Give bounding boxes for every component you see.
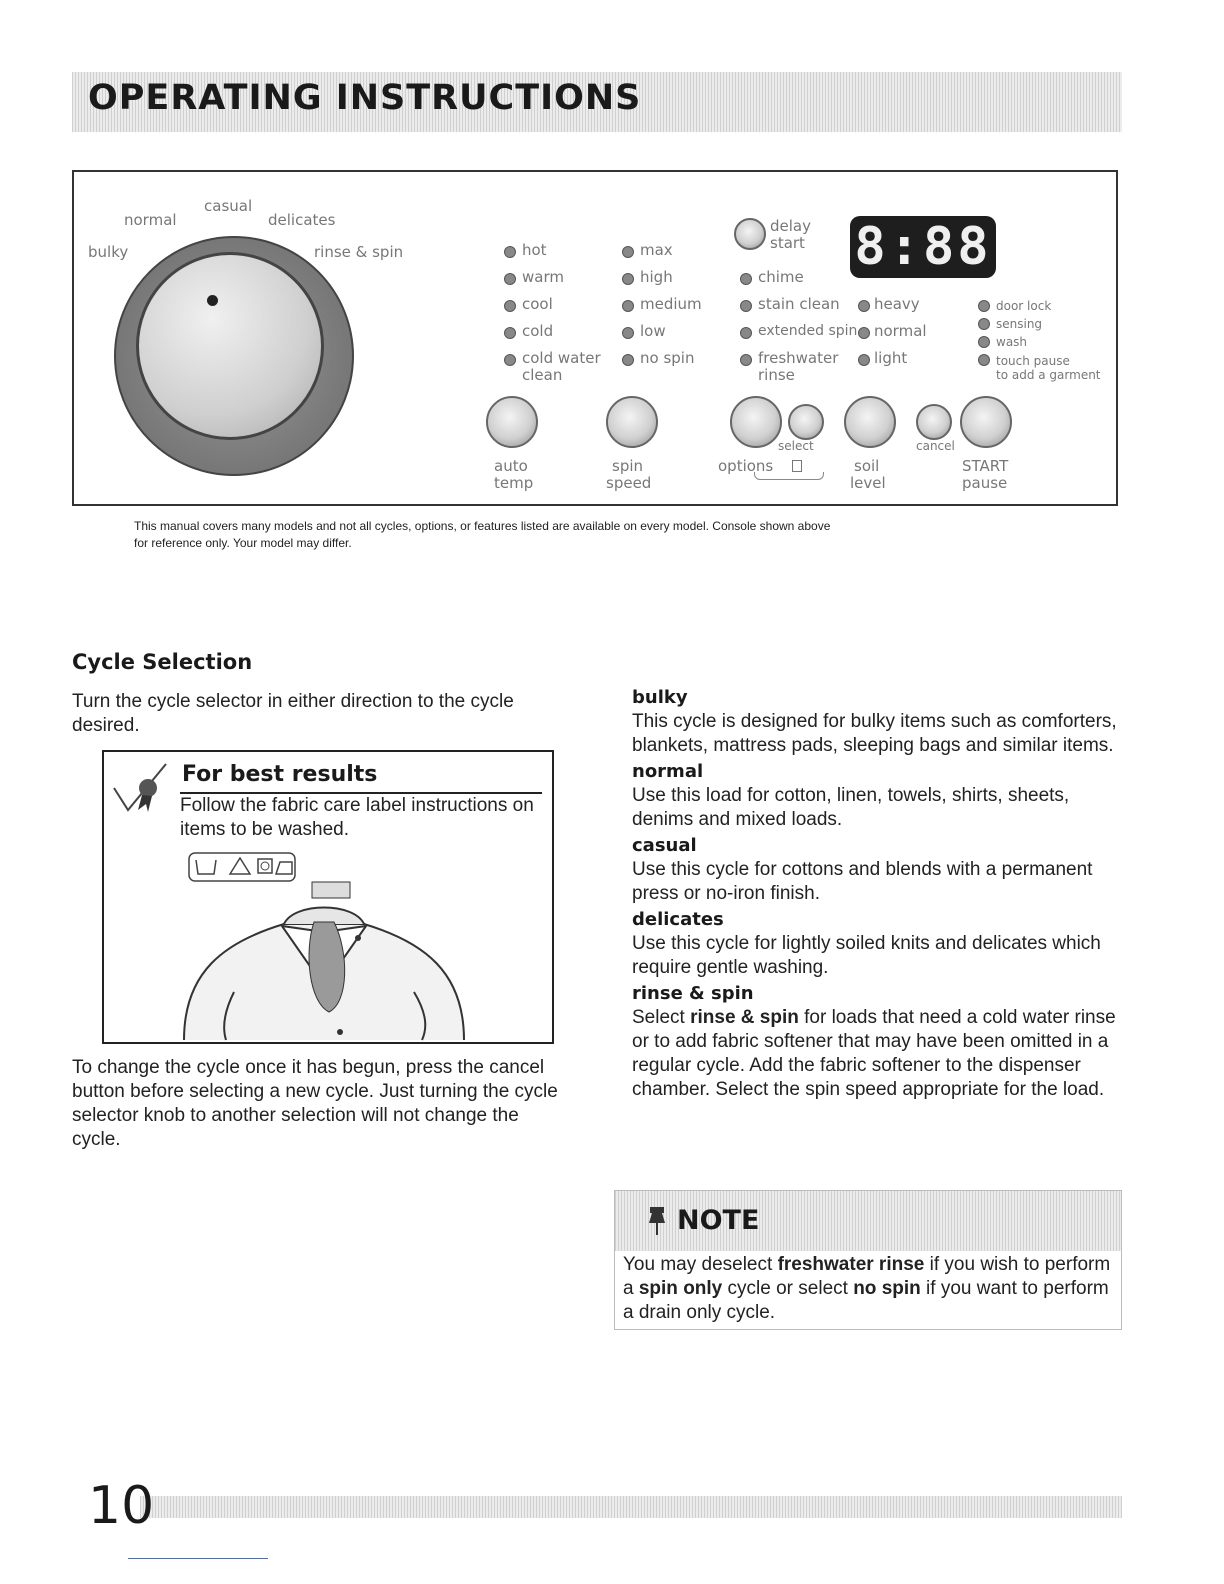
led-indicator — [740, 327, 752, 339]
led-indicator — [622, 300, 634, 312]
shirt-illustration — [164, 862, 484, 1042]
cycle-title-bulky: bulky — [632, 687, 688, 708]
intro-paragraph: Turn the cycle selector in either direction to the cycle desired. — [72, 691, 514, 736]
led-indicator — [622, 327, 634, 339]
lock-icon — [792, 460, 802, 472]
start-label: start — [770, 234, 805, 252]
dial-label-casual: casual — [204, 197, 253, 215]
auto-temp-button — [486, 396, 538, 448]
disclaimer — [134, 518, 994, 552]
option-item: freshwater — [758, 349, 839, 367]
led-indicator — [740, 273, 752, 285]
spin-option: max — [640, 241, 673, 259]
temp-option: warm — [522, 268, 564, 286]
led-indicator — [740, 300, 752, 312]
option-item: stain clean — [758, 295, 840, 313]
button-label: level — [850, 474, 886, 492]
cycle-text-delicates: Use this cycle for lightly soiled knits and delicates which require gentle washing. — [632, 933, 1101, 978]
page-title: OPERATING INSTRUCTIONS — [88, 78, 642, 118]
start-pause-button — [960, 396, 1012, 448]
cycle-title-rinse-spin: rinse & spin — [632, 983, 754, 1004]
led-indicator — [504, 327, 516, 339]
spin-option: medium — [640, 295, 702, 313]
led-indicator — [978, 318, 990, 330]
disclaimer-line: This manual covers many models and not all cycles, options, or features listed are available on every model. Console shown above — [134, 519, 831, 533]
spin-option: no spin — [640, 349, 695, 367]
cycle-text-rinse-spin — [632, 1006, 1124, 1102]
text-bold: rinse & spin — [690, 1007, 799, 1028]
cycle-title-normal: normal — [632, 761, 704, 782]
led-indicator — [858, 327, 870, 339]
cycle-text-casual: Use this cycle for cottons and blends with a permanent press or no-iron finish. — [632, 859, 1093, 904]
status-item: touch pause — [996, 354, 1070, 368]
temp-option: cold — [522, 322, 554, 340]
button-label: speed — [606, 474, 652, 492]
page-number: 10 — [88, 1476, 155, 1536]
delay-start-button — [734, 218, 766, 250]
ribbon-check-icon — [110, 758, 174, 818]
pushpin-icon — [645, 1205, 669, 1237]
cycle-title-delicates: delicates — [632, 909, 724, 930]
washer-console-illustration — [72, 170, 1118, 506]
cycle-text-normal: Use this load for cotton, linen, towels, shirts, sheets, denims and mixed loads. — [632, 785, 1070, 830]
soil-level-button — [844, 396, 896, 448]
tip-box — [102, 750, 554, 1044]
button-label: temp — [494, 474, 534, 492]
cycle-selector-knob — [114, 236, 354, 476]
led-indicator — [858, 354, 870, 366]
note-title: NOTE — [677, 1205, 760, 1236]
tip-title: For best results — [182, 762, 378, 787]
dial-label-delicates: delicates — [268, 211, 336, 229]
footer-link-line — [128, 1558, 268, 1559]
options-button — [730, 396, 782, 448]
dial-label-normal: normal — [124, 211, 177, 229]
button-label: spin — [612, 457, 644, 475]
led-indicator — [622, 273, 634, 285]
status-item: door lock — [996, 299, 1052, 313]
cycle-title-casual: casual — [632, 835, 697, 856]
led-indicator — [978, 336, 990, 348]
disclaimer-line: for reference only. Your model may differ. — [134, 536, 352, 550]
soil-option: light — [874, 349, 908, 367]
text-run: for loads that need a cold water rinse or to add fabric softener that may have been omitted in a regular cycle. Add the fabric softener to the dispenser chamber. Select the spin speed appropriate for the load. — [632, 1007, 1116, 1100]
soil-option: heavy — [874, 295, 920, 313]
option-item: chime — [758, 268, 804, 286]
temp-option: cool — [522, 295, 553, 313]
cycle-text-bulky: This cycle is designed for bulky items such as comforters, blankets, mattress pads, sleeping bags and similar items. — [632, 711, 1117, 756]
temp-option: hot — [522, 241, 547, 259]
spin-option: high — [640, 268, 673, 286]
delay-label: delay — [770, 217, 811, 235]
text-run: if you want to perform a drain only cycle. — [623, 1278, 1109, 1323]
led-indicator — [740, 354, 752, 366]
led-indicator — [622, 246, 634, 258]
led-indicator — [504, 300, 516, 312]
option-item: extended spin — [758, 323, 858, 339]
soil-option: normal — [874, 322, 927, 340]
select-button — [788, 404, 824, 440]
status-item: sensing — [996, 317, 1043, 331]
select-label: select — [778, 439, 814, 453]
button-label: auto — [494, 457, 528, 475]
text-run: cycle or select — [722, 1278, 854, 1299]
button-label: pause — [962, 474, 1008, 492]
section-heading: Cycle Selection — [72, 650, 253, 674]
text-run: You may deselect — [623, 1254, 778, 1275]
note-text — [623, 1253, 1113, 1325]
change-cycle-paragraph: To change the cycle once it has begun, press the cancel button before selecting a new cycle. Just turning the cycle selector knob to another selection will not change the cycle. — [72, 1057, 558, 1150]
cycle-descriptions — [632, 686, 1124, 1104]
led-indicator — [504, 273, 516, 285]
knob-indicator-dot — [207, 295, 218, 306]
option-item-cont: rinse — [758, 366, 795, 384]
text-run: Select — [632, 1007, 691, 1028]
digital-display: 8:88 — [850, 216, 996, 278]
temp-option-cont: clean — [522, 366, 563, 384]
led-indicator — [622, 354, 634, 366]
cancel-label: cancel — [916, 439, 955, 453]
text-run: if you wish to perform a — [623, 1254, 1111, 1299]
status-item-cont: to add a garment — [996, 368, 1101, 382]
spin-speed-button — [606, 396, 658, 448]
footer-band — [140, 1496, 1122, 1518]
spin-option: low — [640, 322, 666, 340]
cycle-selector-face — [136, 252, 324, 440]
dial-label-rinse-spin: rinse & spin — [314, 243, 404, 261]
cancel-button — [916, 404, 952, 440]
text-bold: no spin — [853, 1278, 921, 1299]
text-bold: spin only — [638, 1278, 723, 1299]
button-label: options — [718, 457, 774, 475]
text-bold: freshwater rinse — [777, 1254, 925, 1275]
led-indicator — [858, 300, 870, 312]
temp-option: cold water — [522, 349, 601, 367]
led-indicator — [504, 246, 516, 258]
led-indicator — [504, 354, 516, 366]
led-indicator — [978, 300, 990, 312]
tip-text: Follow the fabric care label instructions on items to be washed. — [180, 795, 534, 840]
note-box — [614, 1190, 1122, 1330]
button-label: soil — [854, 457, 880, 475]
status-item: wash — [996, 335, 1028, 349]
button-label: START — [962, 457, 1009, 475]
dial-label-bulky: bulky — [88, 243, 129, 261]
led-indicator — [978, 354, 990, 366]
options-bracket — [754, 472, 824, 480]
